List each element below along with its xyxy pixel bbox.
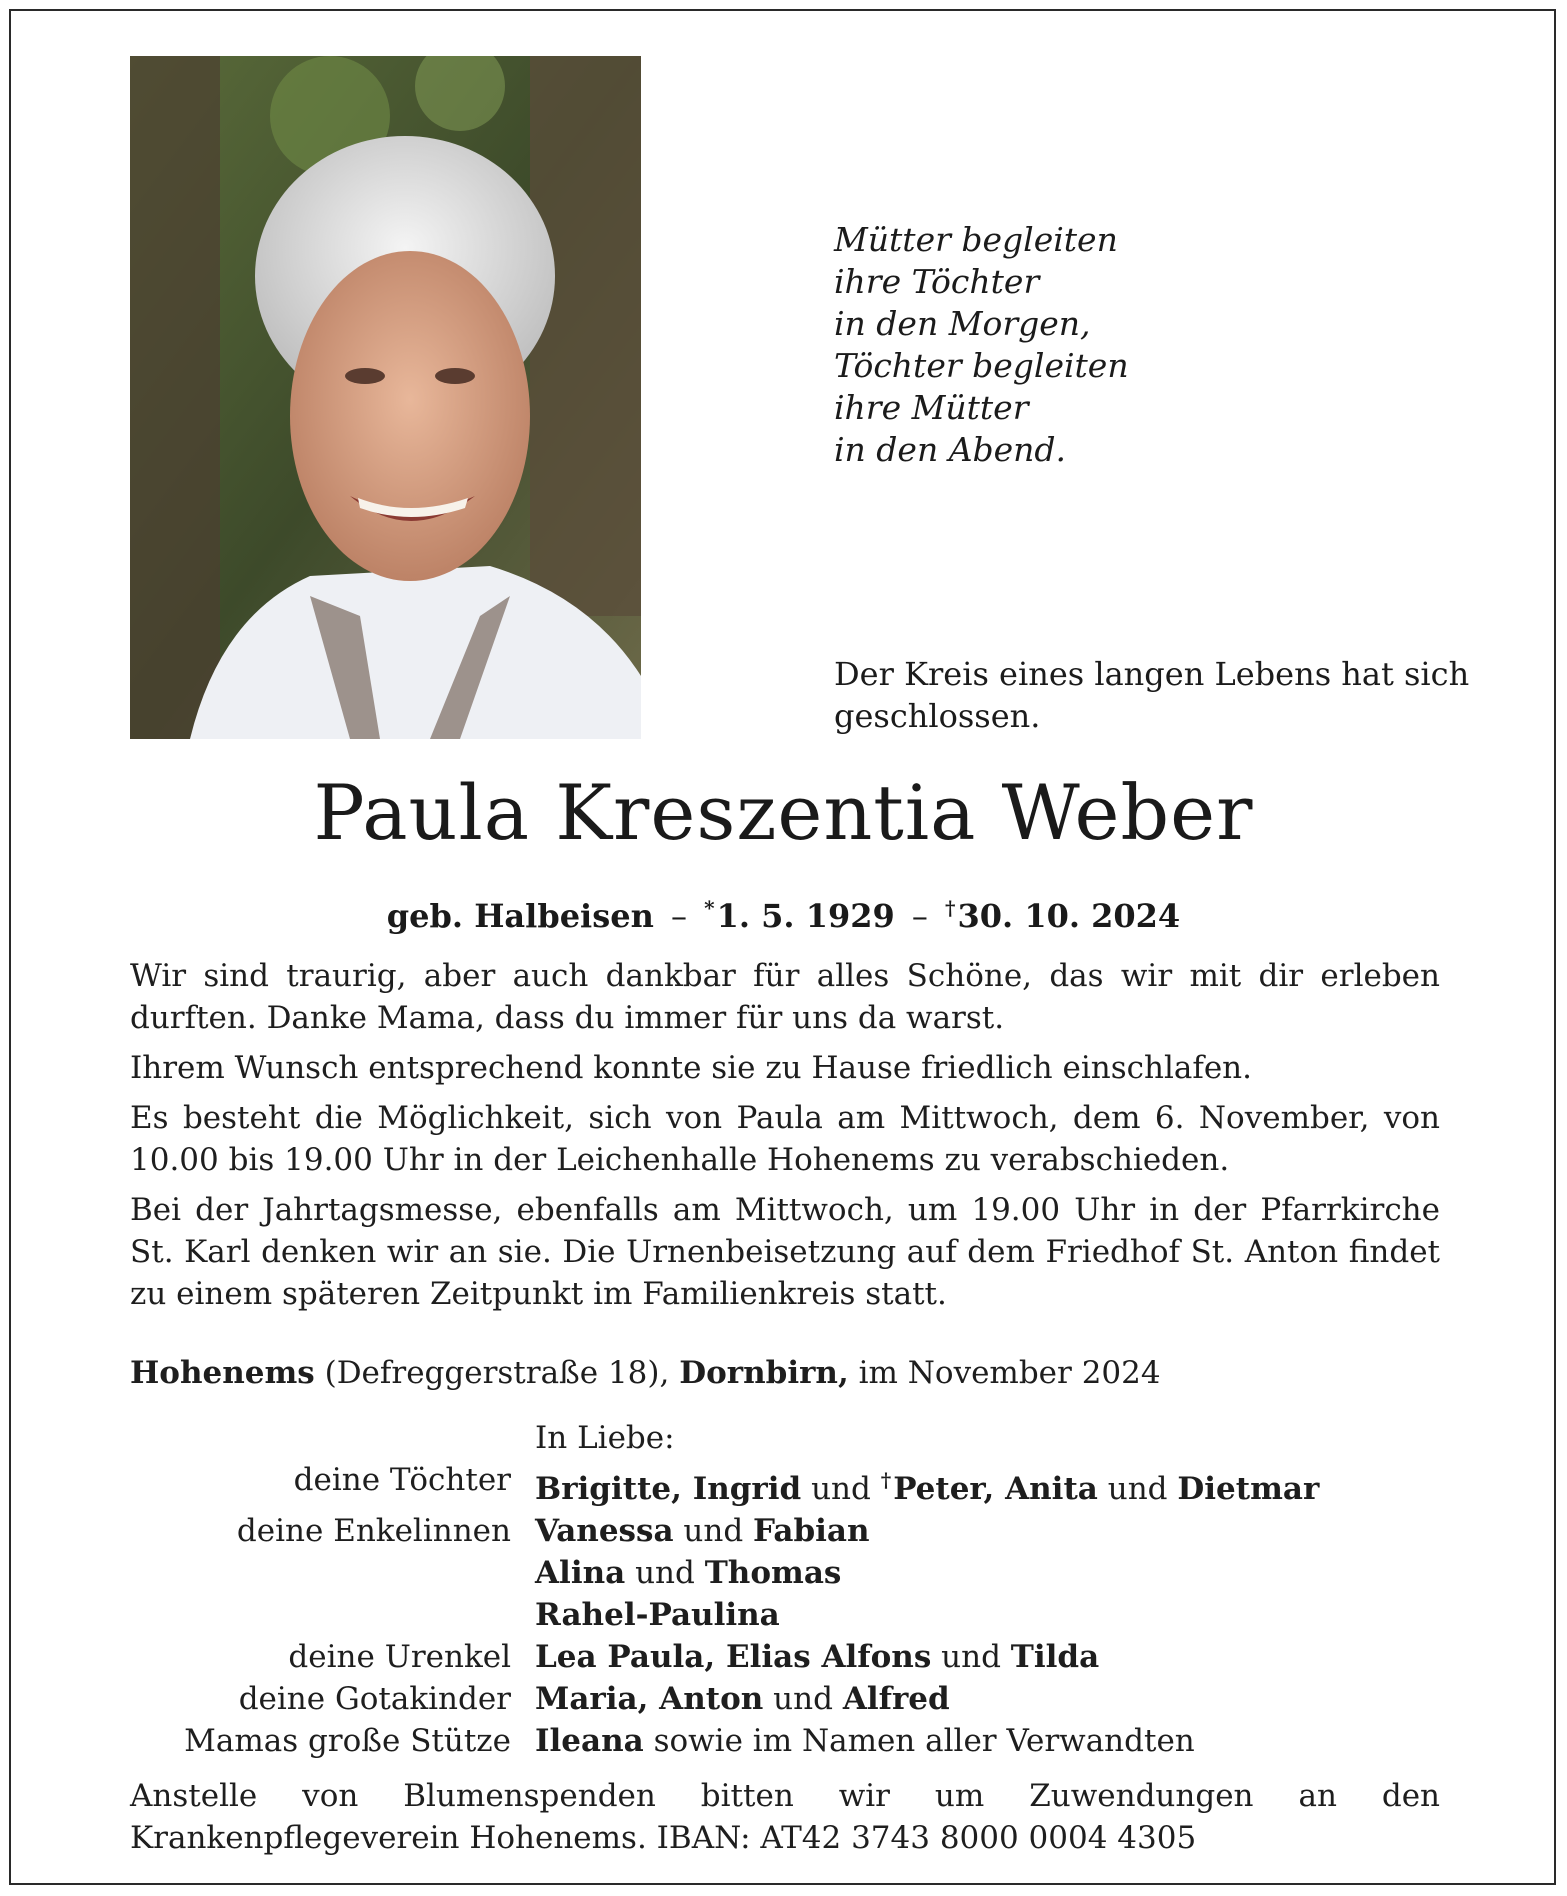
family-names: Lea Paula, Elias Alfons und Tilda [535,1639,1100,1675]
family-names: Brigitte, Ingrid und †Peter, Anita und Dietmar [535,1468,1320,1507]
dash: – [670,897,687,935]
deceased-name: Paula Kreszentia Weber [313,768,1254,857]
family-row [130,1552,1450,1594]
poem-line: ihre Mütter [834,388,1029,427]
family-label: deine Gotakinder [238,1681,511,1717]
birth-date: 1. 5. 1929 [716,897,895,935]
dash: – [911,897,928,935]
family-names: Maria, Anton und Alfred [535,1681,950,1717]
family-label [130,1417,535,1459]
family-intro: In Liebe: [535,1420,675,1456]
body-paragraph: Bei der Jahrtagsmesse, ebenfalls am Mittwoch, um 19.00 Uhr in der Pfarrkirche St. Karl denken wir an sie. Die Urnenbeisetzung auf dem Friedhof St. Anton findet zu einem späteren Zeitpunkt im Familienkreis statt. [130,1192,1440,1312]
family-names: Vanessa und Fabian [535,1513,870,1549]
life-dates [0,888,1567,936]
family-row [130,1678,1450,1720]
donation-note: Anstelle von Blumenspenden bitten wir um Zuwendungen an den Krankenpflegeverein Hohenems. IBAN: AT42 3743 8000 0004 4305 [130,1778,1440,1856]
family-label: deine Enkelinnen [236,1513,511,1549]
family-row [130,1594,1450,1636]
family-names: Rahel-Paulina [535,1597,780,1633]
birth-symbol: * [704,896,715,920]
family-row [130,1459,1450,1510]
circle-of-life-text: Der Kreis eines langen Lebens hat sich geschlossen. [834,655,1470,735]
poem-line: Töchter begleiten [834,346,1129,385]
family-list [130,1417,1450,1762]
family-label: deine Urenkel [288,1639,511,1675]
family-label [130,1594,535,1636]
poem-line: in den Abend. [834,430,1067,469]
family-row [130,1720,1450,1762]
town-dornbirn: Dornbirn, [679,1355,849,1391]
portrait-image [130,56,641,739]
family-names: Ileana sowie im Namen aller Verwandten [535,1723,1195,1759]
death-date: 30. 10. 2024 [957,897,1181,935]
body-paragraph: Wir sind traurig, aber auch dankbar für alles Schöne, das wir mit dir erleben durften. Danke Mama, dass du immer für uns da warst. [130,958,1440,1036]
family-label [130,1552,535,1594]
death-symbol: † [945,896,956,920]
family-label: Mamas große Stütze [184,1723,511,1759]
place-and-date [130,1352,1450,1394]
body-paragraph: Ihrem Wunsch entsprechend konnte sie zu Hause friedlich einschlafen. [130,1050,1252,1086]
poem [834,219,1494,471]
poem-line: Mütter begleiten [834,220,1118,259]
poem-line: ihre Töchter [834,262,1040,301]
family-names: Alina und Thomas [535,1555,842,1591]
notice-body [130,955,1440,1323]
family-row [130,1417,1450,1459]
town-hohenems: Hohenems [130,1355,315,1391]
body-paragraph: Es besteht die Möglichkeit, sich von Paula am Mittwoch, dem 6. November, von 10.00 bis 19.00 Uhr in der Leichenhalle Hohenems zu verabschieden. [130,1100,1440,1178]
maiden-name: geb. Halbeisen [386,897,654,935]
family-label: deine Töchter [293,1462,511,1498]
poem-line: in den Morgen, [834,304,1091,343]
notice-date: im November 2024 [848,1355,1161,1391]
portrait-photo [130,56,641,739]
address: (Defreggerstraße 18), [314,1355,680,1391]
family-row [130,1510,1450,1552]
family-row [130,1636,1450,1678]
